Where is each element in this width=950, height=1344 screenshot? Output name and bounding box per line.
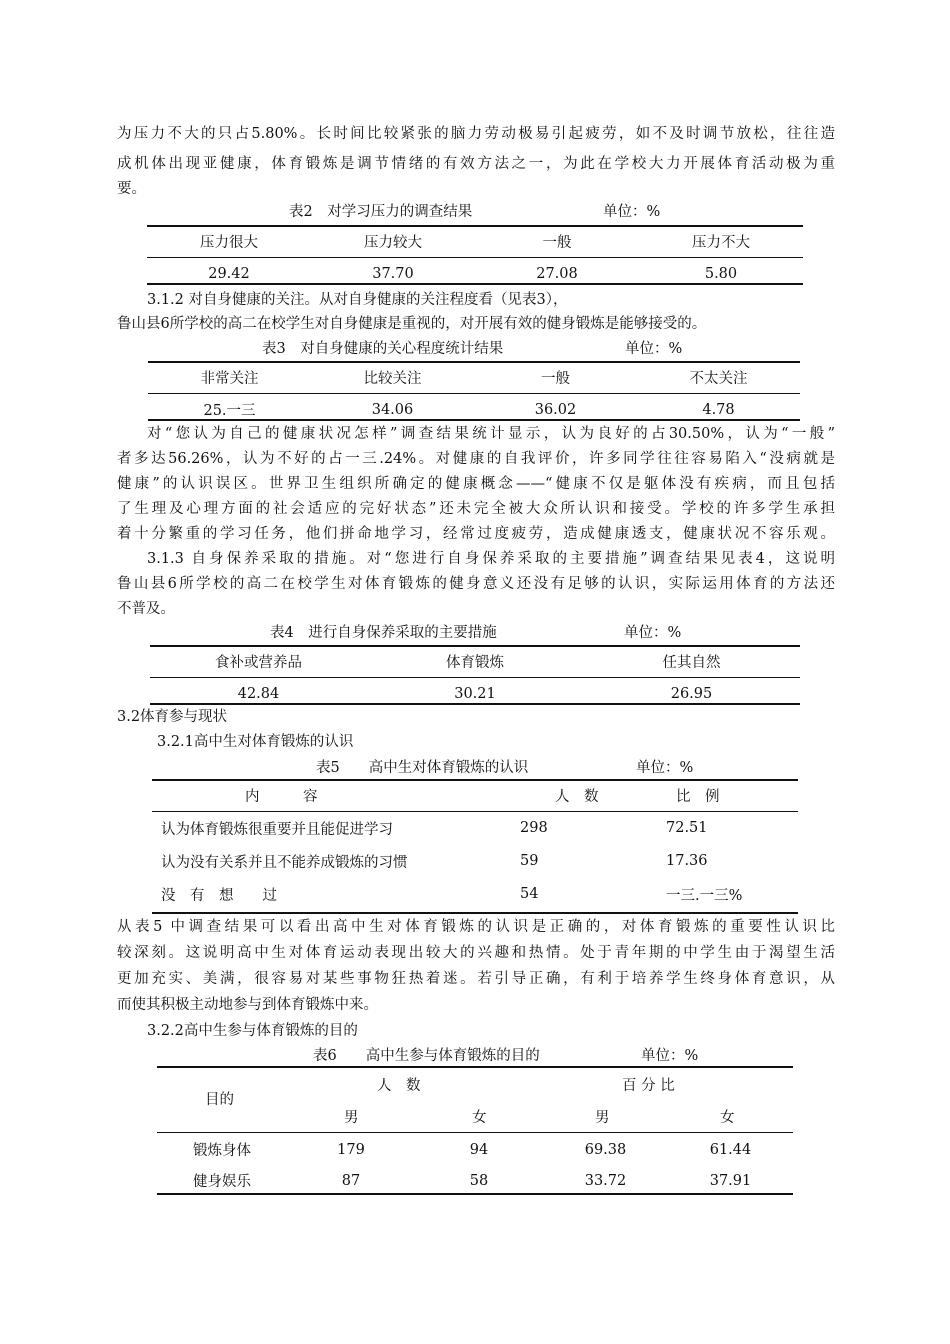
- table4-header-cell: 体育锻炼: [446, 655, 504, 671]
- table-row: [152, 812, 798, 845]
- table2-cell: 27.08: [536, 265, 578, 282]
- table3-cell: 34.06: [371, 401, 414, 418]
- intro-line: 成机体出现亚健康，体育锻炼是调节情绪的有效方法之一，为此在学校大力开展体育活动极为重: [117, 156, 835, 172]
- section-3-2-title: 3.2体育参与现状: [117, 709, 228, 725]
- table5-cell: 72.51: [666, 820, 708, 837]
- table4-cell: 42.84: [237, 685, 280, 702]
- table2-bottom-rule: [147, 283, 803, 285]
- table6-cell: 94: [469, 1141, 489, 1158]
- table-row: [152, 845, 798, 878]
- table6-subheader: 女: [720, 1110, 735, 1126]
- table5-cell: 认为体育锻炼很重要并且能促进学习: [161, 821, 393, 838]
- table5-cell: 认为没有关系并且不能养成锻炼的习惯: [161, 854, 408, 871]
- table6-cell: 179: [337, 1141, 365, 1158]
- section-3-1-2-line: 3.1.2 对自身健康的关注。从对自身健康的关注程度看（见表3），: [147, 292, 568, 308]
- table5-bottom-rule: [152, 912, 798, 914]
- table2-header-row: [147, 226, 803, 258]
- table5-unit: 单位：%: [636, 760, 694, 776]
- table5-cell: 59: [520, 853, 539, 869]
- table4-cell: 26.95: [670, 685, 713, 702]
- health-paragraph-line: 对“您认为自己的健康状况怎样”调查结果统计显示，认为良好的占30.50%，认为“一般”: [147, 426, 835, 442]
- table5-cell: 一三.一三%: [666, 887, 743, 904]
- table3-cell: 4.78: [702, 401, 735, 418]
- section-3-1-3-line: 3.1.3 自身保养采取的措施。对“您进行自身保养采取的主要措施”调查结果见表4，这说明: [147, 551, 835, 567]
- table3-header-cell: 一般: [541, 371, 570, 387]
- table2-cell: 37.70: [372, 265, 414, 282]
- intro-line: 要。: [117, 181, 146, 197]
- table6-top-rule: [157, 1066, 793, 1068]
- table5-header-cell: 比 例: [676, 789, 720, 805]
- section-3-2-2-title: 3.2.2高中生参与体育锻炼的目的: [147, 1023, 358, 1039]
- section-3-2-1-title: 3.2.1高中生对体育锻炼的认识: [157, 734, 354, 750]
- table6-cell: 69.38: [584, 1141, 627, 1158]
- table5-paragraph-line: 而使其积极主动地参与到体育锻炼中来。: [117, 997, 378, 1013]
- table2-caption: 表2 对学习压力的调查结果: [289, 204, 473, 220]
- table-row: [157, 1165, 793, 1196]
- table5-paragraph-line: 更加充实、美满，很容易对某些事物狂热着迷。若引导正确，有利于培养学生终身体育意识，从: [117, 971, 835, 987]
- table2: [147, 226, 803, 289]
- table6-unit: 单位：%: [641, 1048, 699, 1064]
- table6-cell: 61.44: [709, 1141, 752, 1158]
- table2-unit: 单位：%: [603, 204, 661, 220]
- table3-bottom-rule: [148, 419, 800, 421]
- table3-caption: 表3 对自身健康的关心程度统计结果: [262, 341, 504, 357]
- section-3-1-3-line: 不普及。: [117, 601, 175, 617]
- table6-cell: 58: [469, 1172, 489, 1189]
- table6-subheader: 男: [344, 1110, 359, 1126]
- table6-cell: 33.72: [584, 1172, 627, 1189]
- table5-cell: 没 有 想 过: [161, 887, 277, 904]
- table6-percent-header: 百 分 比: [622, 1078, 675, 1094]
- table2-cell: 5.80: [704, 265, 738, 282]
- table6-purpose-header: 目的: [205, 1092, 234, 1108]
- health-paragraph-line: 了生理及心理方面的社会适应的完好状态”还未完全被大众所认识和接受。学校的许多学生承担: [117, 501, 835, 517]
- table6-subheader: 男: [595, 1110, 610, 1126]
- table3-header-cell: 比较关注: [363, 371, 422, 387]
- table3: [148, 362, 800, 425]
- table6-caption: 表6 高中生参与体育锻炼的目的: [313, 1048, 540, 1064]
- table2-header-cell: 一般: [542, 235, 572, 251]
- health-paragraph-line: 着十分繁重的学习任务，他们拼命地学习，经常过度疲劳，造成健康透支，健康状况不容乐观。: [117, 526, 835, 542]
- table2-header-cell: 压力很大: [200, 235, 258, 251]
- table6-cell: 87: [341, 1172, 361, 1189]
- table6-cell: 健身娱乐: [193, 1174, 251, 1190]
- table6-cell: 37.91: [709, 1172, 752, 1189]
- table3-cell: 36.02: [534, 401, 577, 418]
- table5-paragraph-line: 较深刻。这说明高中生对体育运动表现出较大的兴趣和热情。处于青年期的中学生由于渴望生活: [117, 945, 835, 961]
- table-row: [152, 878, 798, 911]
- intro-line: 为压力不大的只占5.80%。长时间比较紧张的脑力劳动极易引起疲劳，如不及时调节放松，往往造: [117, 126, 835, 142]
- table6-count-header: 人 数: [377, 1078, 421, 1094]
- table6-header-rule: [157, 1132, 793, 1133]
- table-row: [157, 1134, 793, 1165]
- table2-header-cell: 压力不大: [692, 235, 750, 251]
- health-paragraph-line: 者多达56.26%，认为不好的占一三.24%。对健康的自我评价，许多同学往往容易陷入“没病就是: [117, 451, 835, 467]
- table5: [152, 780, 798, 911]
- table6-cell: 锻炼身体: [193, 1143, 251, 1159]
- table4-caption: 表4 进行自身保养采取的主要措施: [270, 625, 497, 641]
- table3-cell: 25.一三: [203, 403, 256, 419]
- table4-cell: 30.21: [454, 685, 496, 702]
- table4-unit: 单位：%: [624, 625, 682, 641]
- table6-bottom-rule: [157, 1193, 793, 1195]
- table5-cell: 298: [520, 820, 548, 837]
- health-paragraph-line: 健康”的认识误区。世界卫生组织所确定的健康概念——“健康不仅是躯体没有疾病，而且包括: [117, 476, 835, 492]
- table4-header-cell: 任其自然: [662, 655, 721, 671]
- table4-header-cell: 食补或营养品: [215, 655, 302, 671]
- table4-header-row: [150, 646, 800, 678]
- table4-bottom-rule: [150, 703, 800, 705]
- table3-unit: 单位：%: [625, 341, 683, 357]
- table3-header-cell: 不太关注: [689, 371, 748, 387]
- table5-header-cell: 内 容: [245, 789, 318, 805]
- table6: [157, 1134, 793, 1196]
- section-3-1-3-line: 鲁山县6所学校的高二在校学生对体育锻炼的健身意义还没有足够的认识，实际运用体育的方法还: [117, 576, 835, 592]
- table2-cell: 29.42: [208, 265, 250, 282]
- table5-cell: 17.36: [666, 853, 708, 869]
- table6-subheader: 女: [472, 1110, 487, 1126]
- table3-header-row: [148, 362, 800, 394]
- table5-header-cell: 人 数: [555, 789, 599, 805]
- table5-paragraph-line: 从表5 中调查结果可以看出高中生对体育锻炼的认识是正确的，对体育锻炼的重要性认识比: [117, 919, 835, 935]
- table3-header-cell: 非常关注: [200, 371, 259, 387]
- table5-caption: 表5 高中生对体育锻炼的认识: [316, 760, 529, 776]
- table5-cell: 54: [520, 886, 539, 902]
- section-3-1-2-line: 鲁山县6所学校的高二在校学生对自身健康是重视的，对开展有效的健身锻炼是能够接受的。: [117, 316, 707, 332]
- table4: [150, 646, 800, 709]
- table5-header-row: [152, 780, 798, 812]
- table2-header-cell: 压力较大: [364, 235, 422, 251]
